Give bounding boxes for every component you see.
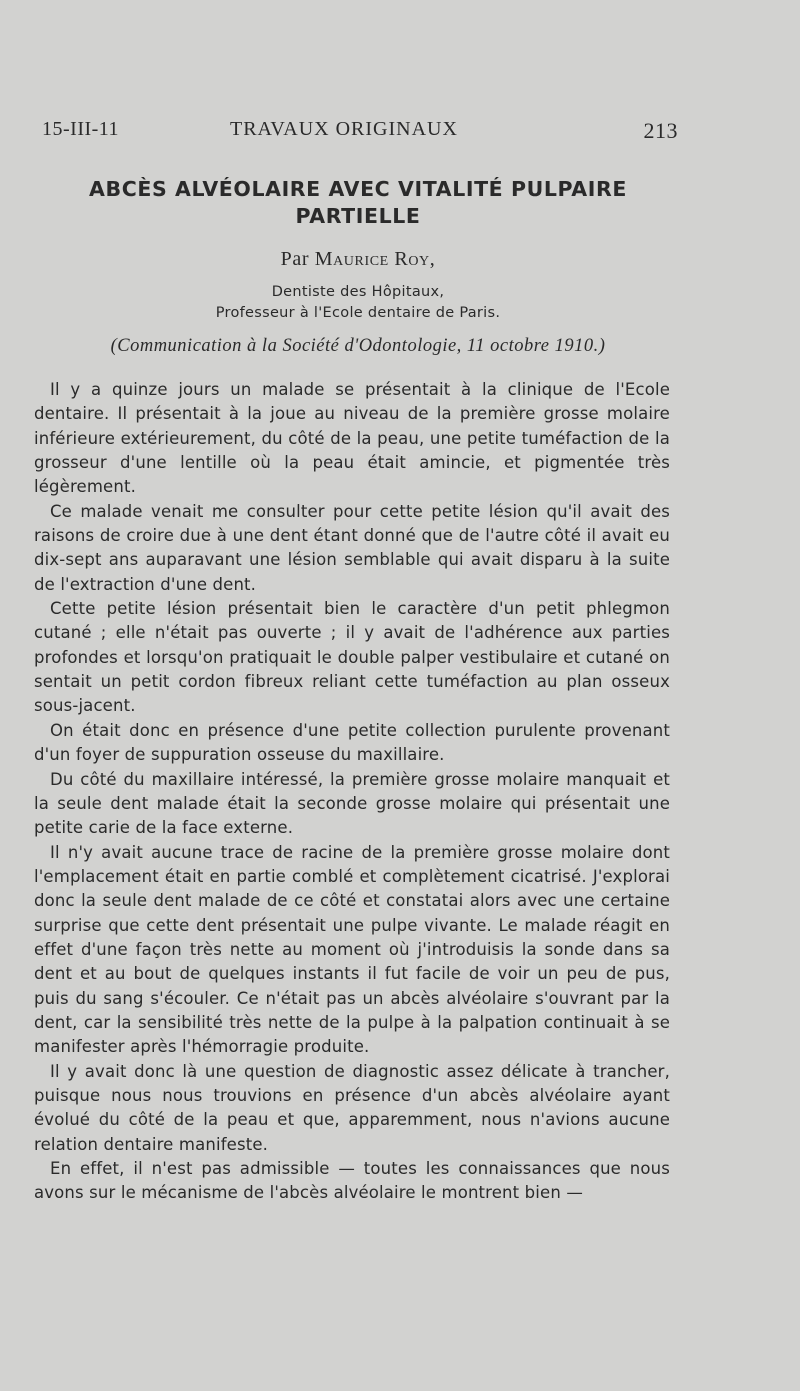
- paragraph: Cette petite lésion présentait bien le caractère d'un petit phlegmon cutané ; elle n'était pas ouverte ; il y avait de l'adhérence aux parties profondes et lorsqu'on pratiquait le double palper vestibulaire et cutané on sentait un petit cordon fibreux reliant cette tuméfaction au plan osseux sous-jacent.: [34, 599, 670, 716]
- article-title: ABCÈS ALVÉOLAIRE AVEC VITALITÉ PULPAIRE PARTIELLE: [89, 177, 627, 228]
- affiliation-line-2: Professeur à l'Ecole dentaire de Paris.: [215, 305, 501, 321]
- paragraph: En effet, il n'est pas admissible — toutes les connaissances que nous avons sur le mécanisme de l'abcès alvéolaire le montrent bien —: [34, 1159, 670, 1203]
- page-number: 213: [643, 118, 678, 143]
- paragraph: Il y avait donc là une question de diagnostic assez délicate à trancher, puisque nous nous trouvions en présence d'un abcès alvéolaire ayant évolué du côté de la peau et que, apparemment, nous n'avions aucune relation dentaire manifeste.: [34, 1061, 670, 1154]
- article-body: [34, 378, 670, 1206]
- affiliation-line-1: Dentiste des Hôpitaux,: [271, 284, 445, 300]
- paragraph: Il y a quinze jours un malade se présentait à la clinique de l'Ecole dentaire. Il présentait à la joue au niveau de la première grosse molaire inférieure extérieurement, du côté de la peau, une petite tuméfaction de la grosseur d'une lentille où la peau était amincie, et pigmentée très légèrement.: [34, 380, 670, 497]
- communication-note: (Communication à la Société d'Odontologie, 11 octobre 1910.): [110, 336, 606, 356]
- paragraph: Du côté du maxillaire intéressé, la première grosse molaire manquait et la seule dent malade était la seconde grosse molaire qui présentait une petite carie de la face externe.: [34, 769, 670, 838]
- section-title: TRAVAUX ORIGINAUX: [230, 118, 458, 140]
- issue-date: 15-III-11: [42, 118, 120, 140]
- paragraph: Ce malade venait me consulter pour cette petite lésion qu'il avait des raisons de croire due à une dent étant donné que de l'autre côté il avait eu dix-sept ans auparavant une lésion semblable qui avait disparu à la suite de l'extraction d'une dent.: [34, 501, 670, 594]
- paragraph: On était donc en présence d'une petite collection purulente provenant d'un foyer de suppuration osseuse du maxillaire.: [34, 720, 670, 765]
- byline: [40, 248, 676, 271]
- author-name: Maurice Roy,: [314, 248, 436, 270]
- running-head: [42, 118, 678, 148]
- paragraph: Il n'y avait aucune trace de racine de la première grosse molaire dont l'emplacement était en partie comblé et complètement cicatrisé. J'explorai donc la seule dent malade de ce côté et constatai alors avec une certaine surprise que cette dent présentait une pulpe vivante. Le malade réagit en effet d'une façon très nette au moment où j'introduisis la sonde dans sa dent et au bout de quelques instants il fut facile de voir un peu de pus, puis du sang s'écouler. Ce n'était pas un abcès alvéolaire s'ouvrant par la dent, car la sensibilité très nette de la pulpe à la palpation continuait à se manifester après l'hémorragie produite.: [34, 842, 670, 1057]
- byline-prefix: Par: [280, 248, 310, 270]
